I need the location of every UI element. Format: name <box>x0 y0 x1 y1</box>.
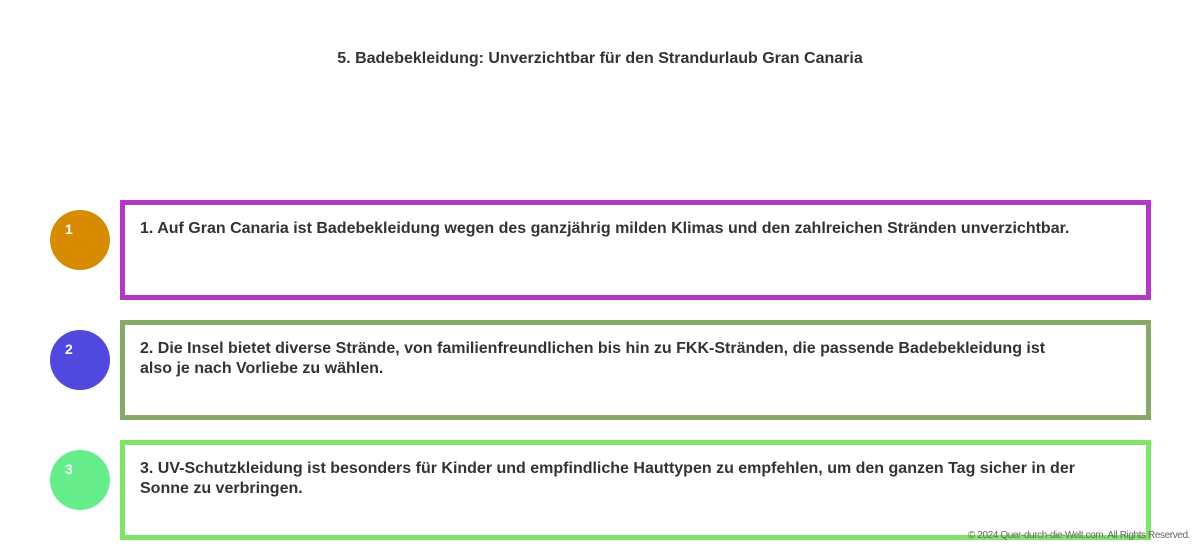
number-label-1: 1 <box>65 221 73 237</box>
text-box-2 <box>120 320 1151 420</box>
text-box-1 <box>120 200 1151 300</box>
item-text-1: 1. Auf Gran Canaria ist Badebekleidung wegen des ganzjährig milden Klimas und den zahlreichen Stränden unverzichtbar. <box>140 220 1070 237</box>
text-box-3 <box>120 440 1151 540</box>
number-label-3: 3 <box>65 461 73 477</box>
list-item-1 <box>0 200 1200 300</box>
item-text-2: 2. Die Insel bietet diverse Strände, von familienfreundlichen bis hin zu FKK-Stränden, die passende Badebekleidung ist also je nach Vorliebe zu wählen. <box>140 340 1046 377</box>
number-circle-1 <box>50 210 110 270</box>
page-title: 5. Badebekleidung: Unverzichtbar für den Strandurlaub Gran Canaria <box>337 50 863 67</box>
list-item-2 <box>0 320 1200 420</box>
number-circle-3 <box>50 450 110 510</box>
copyright-footer: © 2024 Quer-durch-die-Welt.com. All Rights Reserved. <box>967 530 1190 541</box>
item-text-3: 3. UV-Schutzkleidung ist besonders für Kinder und empfindliche Hauttypen zu empfehlen, um den ganzen Tag sicher in der Sonne zu verbringen. <box>140 460 1075 497</box>
number-circle-2 <box>50 330 110 390</box>
list-item-3 <box>0 440 1200 540</box>
number-label-2: 2 <box>65 341 73 357</box>
